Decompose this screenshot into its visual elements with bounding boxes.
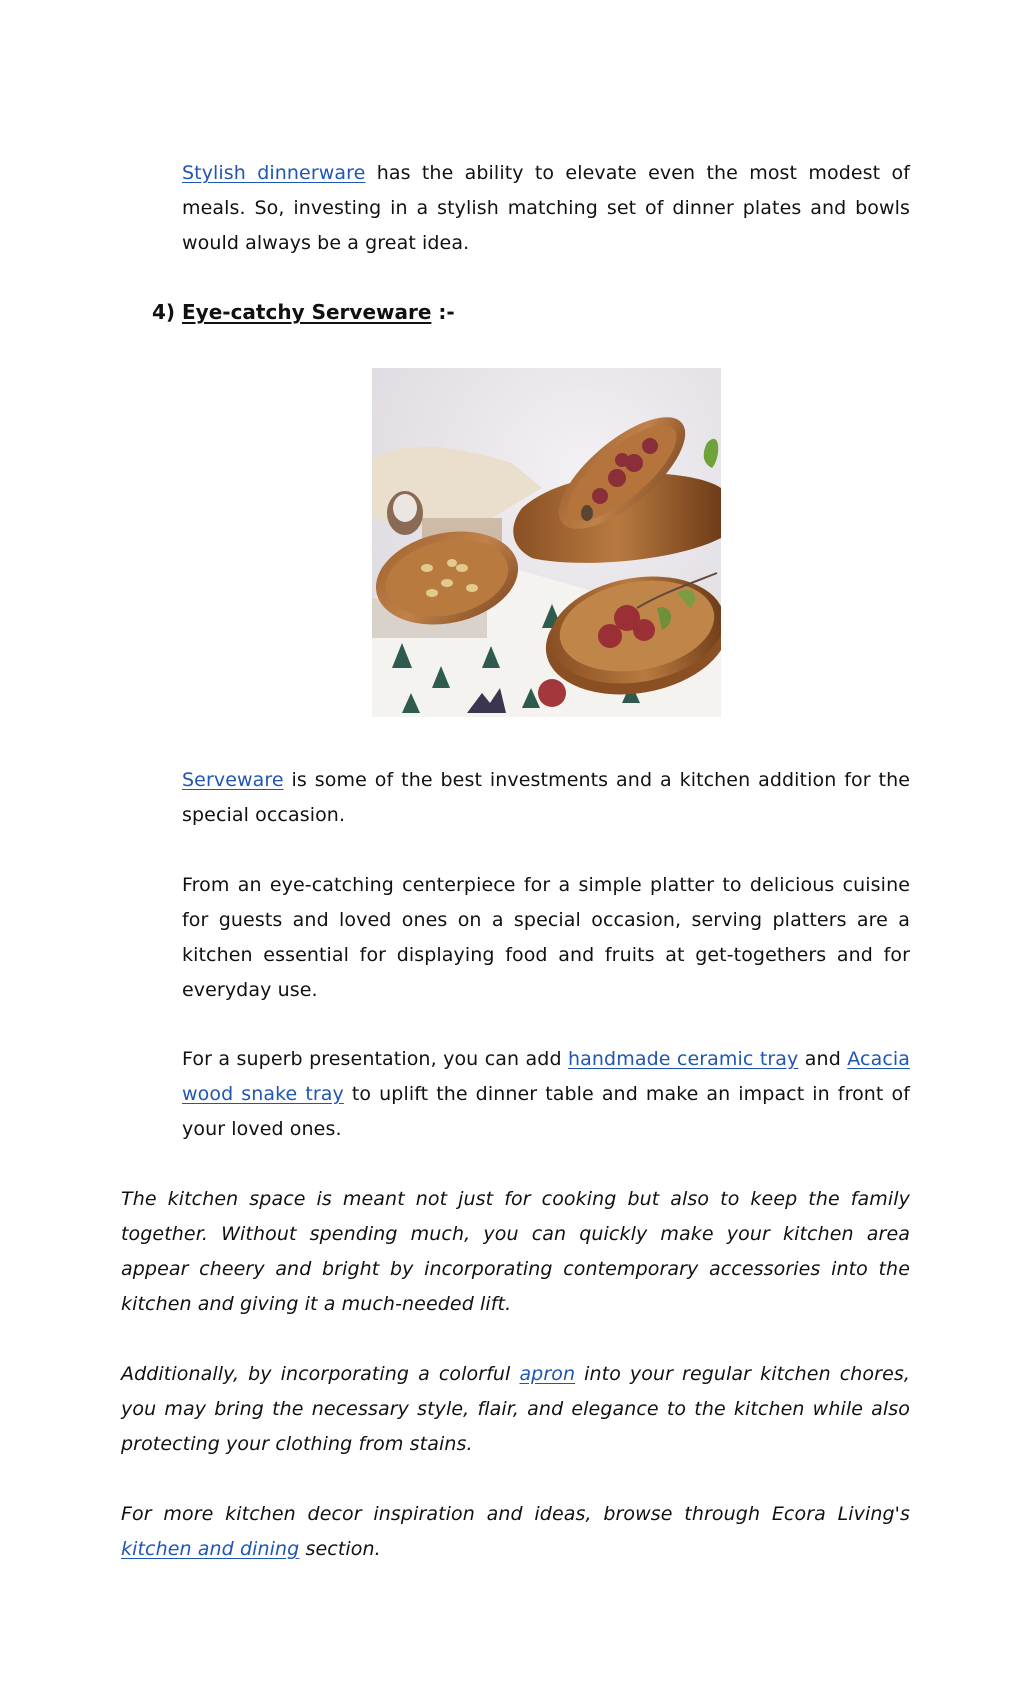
more-text-1: For more kitchen decor inspiration and ideas, browse through Ecora Living's bbox=[121, 1503, 910, 1525]
stylish-dinnerware-link[interactable]: Stylish dinnerware bbox=[182, 162, 366, 184]
section-heading bbox=[152, 295, 455, 329]
handmade-ceramic-tray-link[interactable]: handmade ceramic tray bbox=[568, 1048, 799, 1070]
kitchen-and-dining-link[interactable]: kitchen and dining bbox=[121, 1538, 300, 1560]
superb-text-1: For a superb presentation, you can add bbox=[182, 1048, 569, 1070]
serveware-text: is some of the best investments and a kitchen addition for the special occasion. bbox=[182, 769, 910, 826]
apron-paragraph bbox=[121, 1357, 910, 1462]
more-text-2: section. bbox=[299, 1538, 381, 1560]
serveware-photo bbox=[372, 368, 721, 717]
apron-text-1: Additionally, by incorporating a colorful bbox=[121, 1363, 520, 1385]
acacia-wood-snake-tray-link[interactable]: Acacia wood snake tray bbox=[182, 1048, 910, 1105]
more-paragraph bbox=[121, 1497, 910, 1567]
serveware-link[interactable]: Serveware bbox=[182, 769, 284, 791]
intro-paragraph bbox=[182, 156, 910, 261]
section-title: Eye-catchy Serveware bbox=[182, 300, 432, 324]
superb-text-2: and bbox=[798, 1048, 848, 1070]
superb-text-3: to uplift the dinner table and make an impact in front of your loved ones. bbox=[182, 1083, 910, 1140]
apron-text-2: into your regular kitchen chores, you may bring the necessary style, flair, and elegance to the kitchen while also protecting your clothing from stains. bbox=[121, 1363, 910, 1455]
apron-link[interactable]: apron bbox=[519, 1363, 576, 1385]
kitchen-paragraph: The kitchen space is meant not just for cooking but also to keep the family together. Without spending much, you can quickly make your kitchen area appear cheery and bright by incorporating contemporary accessories into the kitchen and giving it a much-needed lift. bbox=[121, 1188, 910, 1315]
intro-text: has the ability to elevate even the most modest of meals. So, investing in a stylish matching set of dinner plates and bowls would always be a great idea. bbox=[182, 162, 910, 254]
section-suffix: :- bbox=[431, 300, 455, 324]
superb-paragraph bbox=[182, 1042, 910, 1147]
section-number: 4) bbox=[152, 300, 176, 324]
serveware-paragraph bbox=[182, 763, 910, 833]
platters-paragraph: From an eye-catching centerpiece for a simple platter to delicious cuisine for guests and loved ones on a special occasion, serving platters are a kitchen essential for displaying food and fruits at get-togethers and for everyday use. bbox=[182, 874, 910, 1001]
